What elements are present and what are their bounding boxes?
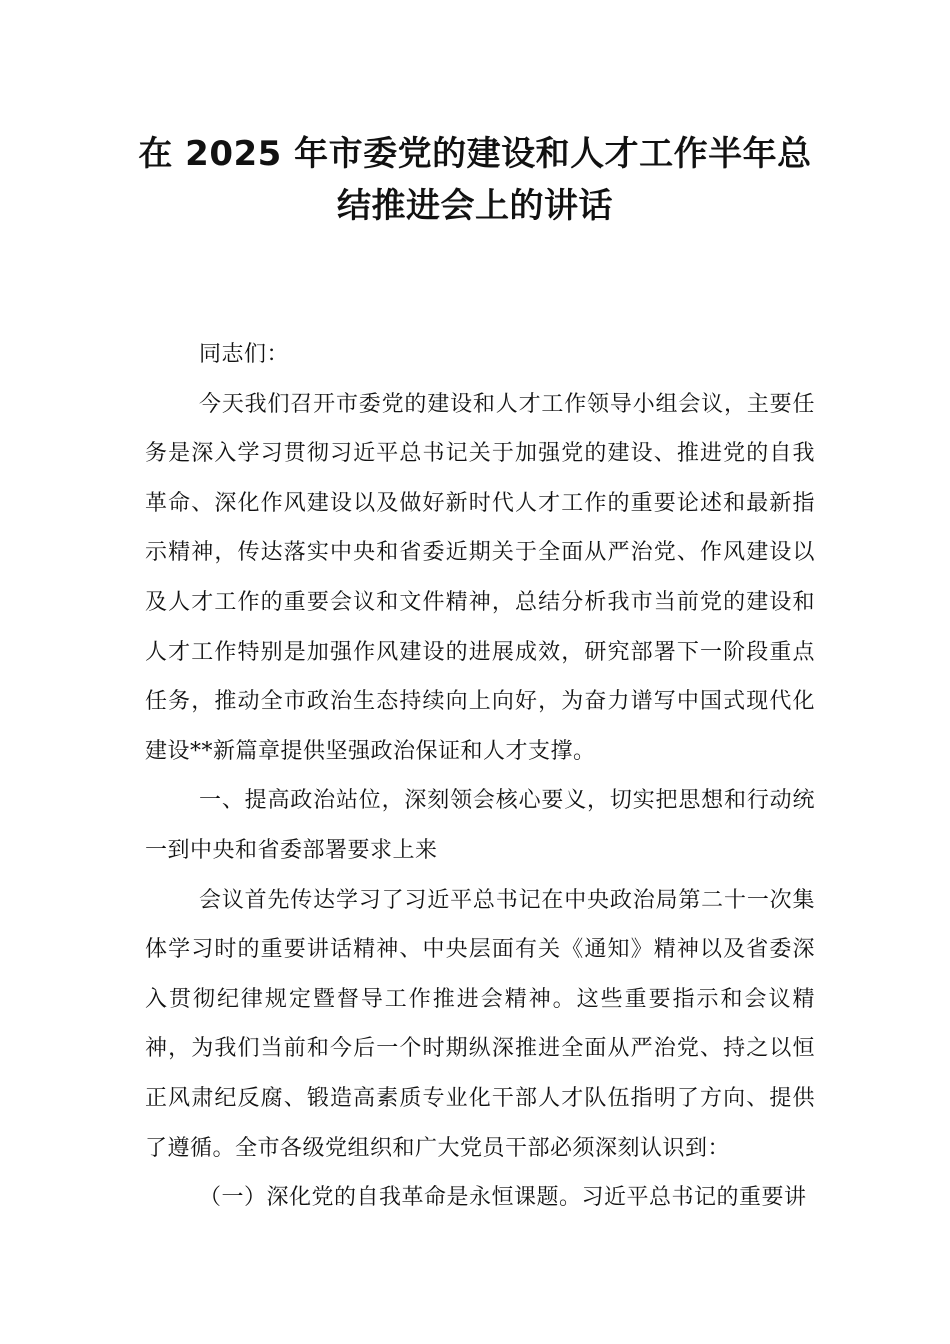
document-body (145, 330, 815, 1223)
document-title (120, 128, 830, 232)
title-line-1: 在 2025 年市委党的建设和人才工作半年总 (138, 134, 812, 174)
paragraph-intro: 今天我们召开市委党的建设和人才工作领导小组会议，主要任务是深入学习贯彻习近平总书记关于加强党的建设、推进党的自我革命、深化作风建设以及做好新时代人才工作的重要论述和最新指示精神，传达落实中央和省委近期关于全面从严治党、作风建设以及人才工作的重要会议和文件精神，总结分析我市当前党的建设和人才工作特别是加强作风建设的进展成效，研究部署下一阶段重点任务，推动全市政治生态持续向上向好，为奋力谱写中国式现代化建设**新篇章提供坚强政治保证和人才支撑。 (145, 391, 815, 764)
paragraph-section-1: 会议首先传达学习了习近平总书记在中央政治局第二十一次集体学习时的重要讲话精神、中央层面有关《通知》精神以及省委深入贯彻纪律规定暨督导工作推进会精神。这些重要指示和会议精神，为我们当前和今后一个时期纵深推进全面从严治党、持之以恒正风肃纪反腐、锻造高素质专业化干部人才队伍指明了方向、提供了遵循。全市各级党组织和广大党员干部必须深刻认识到： (145, 887, 815, 1161)
salutation: 同志们： (199, 342, 290, 367)
subsection-heading-1: （一）深化党的自我革命是永恒课题。习近平总书记的重要讲 (199, 1185, 807, 1211)
title-line-2: 结推进会上的讲话 (337, 186, 613, 226)
section-heading-1: 一、提高政治站位，深刻领会核心要义，切实把思想和行动统一到中央和省委部署要求上来 (145, 788, 815, 863)
